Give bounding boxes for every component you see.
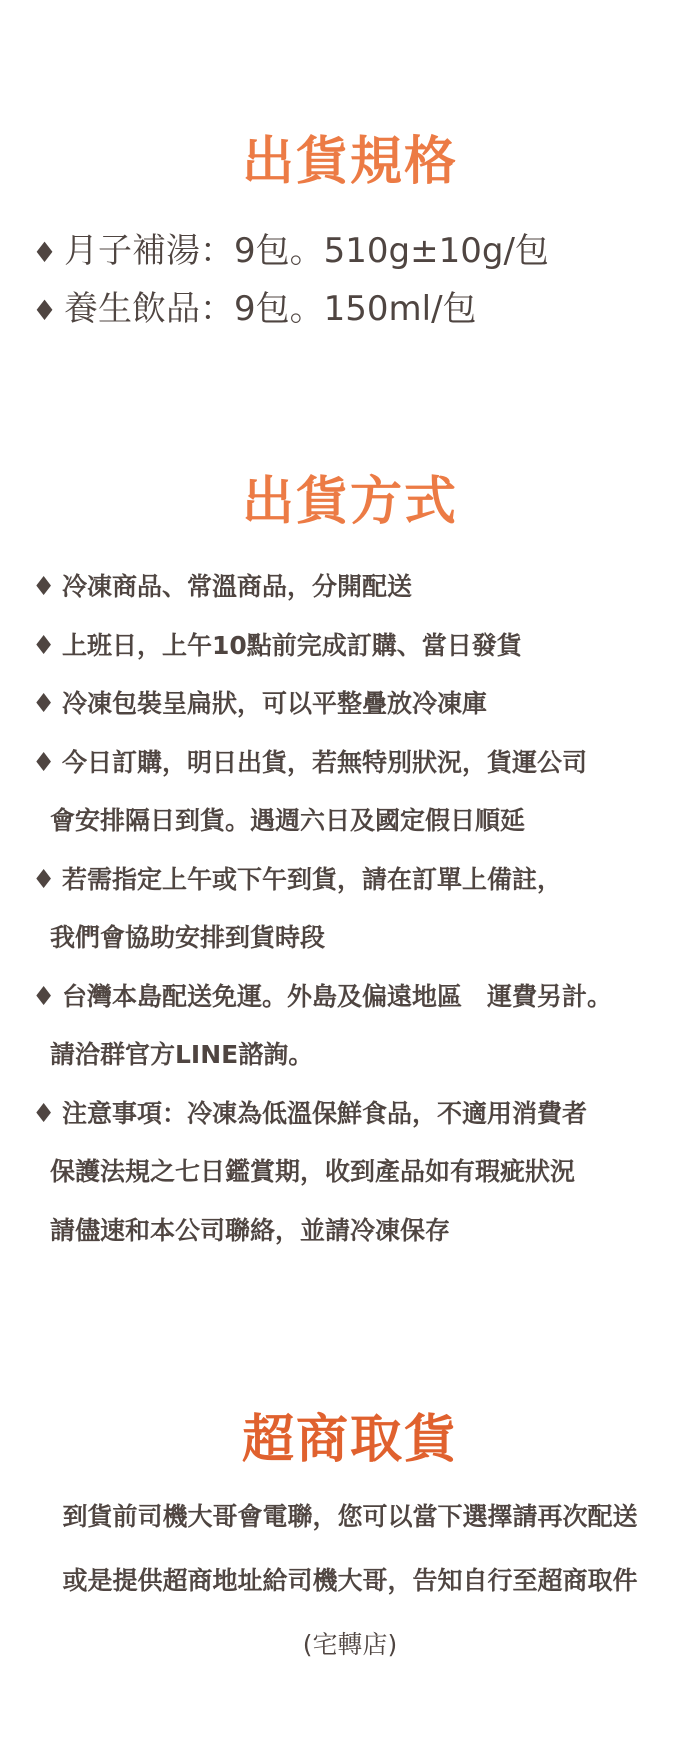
diamond-bullet-icon: ♦	[32, 236, 58, 269]
spec-section-title: 出貨規格	[241, 131, 458, 192]
note-continuation	[32, 1202, 682, 1261]
note-text: 若需指定上午或下午到貨，請在訂單上備註，	[62, 864, 563, 894]
spec-item-text: 養生飲品：9包。150ml/包	[64, 289, 477, 329]
note-text: 今日訂購，明日出貨，若無特別狀況，貨運公司	[62, 747, 588, 777]
note-text: 冷凍商品、常溫商品，分開配送	[62, 572, 413, 601]
note-text: 請洽群官方LINE諮詢。	[50, 1040, 314, 1069]
pickup-description	[0, 1485, 700, 1677]
list-item	[32, 222, 672, 280]
list-item	[32, 280, 672, 338]
spec-item-text: 月子補湯：9包。510g±10g/包	[64, 231, 549, 271]
list-item	[32, 617, 682, 676]
diamond-bullet-icon: ♦	[32, 630, 56, 661]
diamond-bullet-icon: ♦	[32, 864, 56, 895]
diamond-bullet-icon: ♦	[32, 981, 56, 1012]
note-continuation	[32, 909, 682, 968]
diamond-bullet-icon: ♦	[32, 689, 56, 719]
list-item	[32, 675, 682, 734]
pickup-line-3: (宅轉店)	[302, 1630, 398, 1659]
diamond-bullet-icon: ♦	[32, 747, 56, 778]
note-continuation	[32, 1026, 682, 1085]
list-item	[32, 558, 682, 617]
note-continuation	[32, 792, 682, 851]
note-text: 我們會協助安排到貨時段	[50, 923, 326, 952]
note-text: 注意事項：冷凍為低溫保鮮食品，不適用消費者	[62, 1098, 588, 1128]
diamond-bullet-icon: ♦	[32, 1098, 56, 1129]
note-text: 上班日，上午10點前完成訂購、當日發貨	[62, 630, 522, 660]
diamond-bullet-icon: ♦	[32, 294, 58, 327]
note-continuation	[32, 1143, 682, 1202]
shipping-notes	[32, 558, 682, 1260]
pickup-section-title: 超商取貨	[241, 1409, 458, 1470]
list-item	[32, 968, 682, 1027]
list-item	[32, 1085, 682, 1144]
note-text: 冷凍包裝呈扁狀，可以平整疊放冷凍庫	[62, 689, 488, 718]
diamond-bullet-icon: ♦	[32, 572, 56, 602]
note-text: 台灣本島配送免運。外島及偏遠地區 運費另計。	[62, 981, 613, 1011]
note-text: 保護法規之七日鑑賞期，收到產品如有瑕疵狀況	[50, 1157, 576, 1186]
list-item	[32, 734, 682, 793]
note-text: 請儘速和本公司聯絡，並請冷凍保存	[50, 1215, 451, 1245]
note-text: 會安排隔日到貨。遇週六日及國定假日順延	[50, 806, 526, 835]
shipping-section-title: 出貨方式	[241, 471, 458, 532]
list-item	[32, 851, 682, 910]
spec-list	[32, 222, 672, 338]
pickup-line-1: 到貨前司機大哥會電聯，您可以當下選擇請再次配送	[62, 1502, 638, 1531]
pickup-line-2: 或是提供超商地址給司機大哥，告知自行至超商取件	[62, 1566, 638, 1595]
